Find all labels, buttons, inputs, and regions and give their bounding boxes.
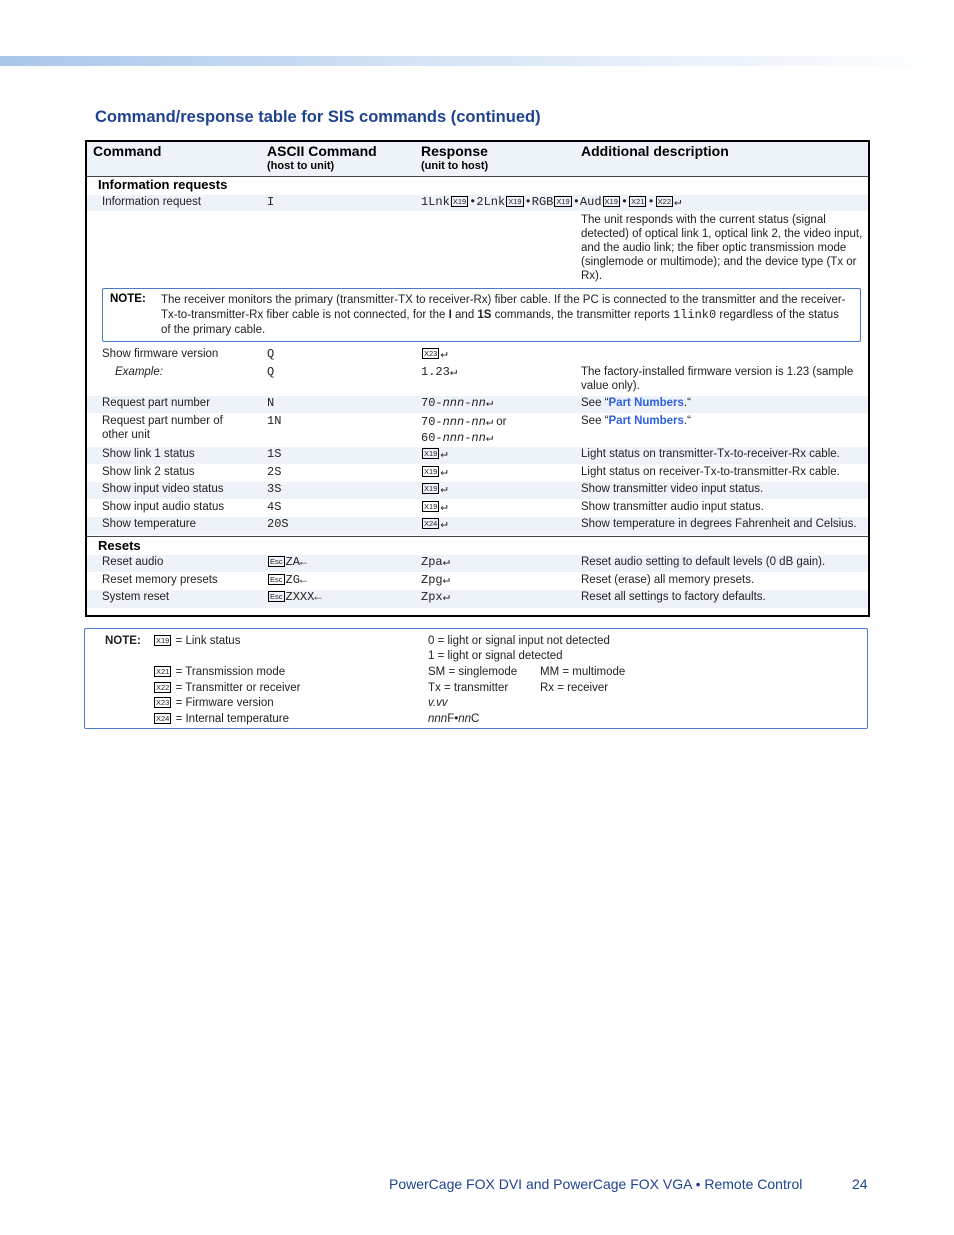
return-icon: ↵ xyxy=(485,415,494,429)
return-icon: ↵ xyxy=(442,555,450,569)
cell-response: Zpg↵ xyxy=(421,573,450,587)
page-title: Command/response table for SIS commands (continued) xyxy=(95,108,541,126)
cell-description: The factory-installed firmware version is 1.23 (sample value only). xyxy=(581,366,854,392)
cell-ascii: 4S xyxy=(267,500,282,514)
return-icon: ↵ xyxy=(440,447,448,461)
legend-value: 0 = light or signal input not detected xyxy=(428,635,610,647)
return-icon: ↵ xyxy=(440,465,448,479)
cell-description: See “Part Numbers.“ xyxy=(581,397,691,409)
return-icon: ↵ xyxy=(440,347,448,361)
cell-command: Show input video status xyxy=(102,483,224,495)
x19-variable-icon: X19 xyxy=(424,467,438,476)
cell-description: Reset (erase) all memory presets. xyxy=(581,574,755,586)
cell-response xyxy=(421,447,581,461)
cell-response xyxy=(421,465,581,479)
return-icon: ↵ xyxy=(674,195,682,209)
cell-ascii: Esc ZA← xyxy=(270,555,308,569)
cell-description: Reset audio setting to default levels (0 dB gain). xyxy=(581,556,826,568)
table-row xyxy=(87,365,868,395)
cell-ascii: 20S xyxy=(267,517,289,531)
header-response-sub: (unit to host) xyxy=(421,160,489,172)
legend-item: X21 = Transmission mode xyxy=(156,666,286,678)
x19-variable-icon: X19 xyxy=(452,197,467,206)
cell-description: See “Part Numbers.“ xyxy=(581,415,691,427)
section-resets: Resets xyxy=(98,538,141,553)
x23-variable-icon: X23 xyxy=(424,349,438,358)
table-row xyxy=(87,396,868,413)
esc-key-icon: Esc xyxy=(270,592,283,601)
cell-response xyxy=(421,347,581,361)
table-row xyxy=(87,482,868,499)
header-ascii xyxy=(267,143,377,172)
cell-ascii: Q xyxy=(267,365,275,379)
note-label: NOTE: xyxy=(110,293,146,305)
return-icon: ↵ xyxy=(440,482,448,496)
cell-response xyxy=(421,482,581,496)
return-icon: ↵ xyxy=(440,500,448,514)
table-row xyxy=(87,414,868,446)
cell-command: Reset audio xyxy=(102,556,164,568)
cell-response: 70-nnn-nn↵ or 60-nnn-nn↵ xyxy=(421,415,507,445)
legend-value: MM = multimode xyxy=(540,666,626,678)
legend-value: Tx = transmitter xyxy=(428,682,509,694)
x21-variable-icon: X21 xyxy=(156,667,170,676)
page-number: 24 xyxy=(852,1176,868,1192)
note-text: The receiver monitors the primary (transmitter-TX to receiver-Rx) fiber cable. If the PC is connected to the transmitter and the receiver-Tx-to-transmitter-Rx fiber cable is not connected, for the I and 1S commands, the transmitter reports 1link0 regardless of the status of the primary cable. xyxy=(161,294,846,336)
cell-response: 1Lnk X19 •2Lnk X19 •RGB X19 •Aud X19 • X21 • X22 ↵ xyxy=(421,195,682,209)
header-additional: Additional description xyxy=(581,143,729,159)
cell-description: Light status on receiver-Tx-to-transmitter-Rx cable. xyxy=(581,466,840,478)
table-row xyxy=(87,195,868,211)
cell-ascii: 3S xyxy=(267,482,282,496)
footer-title: PowerCage FOX DVI and PowerCage FOX VGA • Remote Control xyxy=(389,1176,803,1192)
part-numbers-link[interactable]: Part Numbers xyxy=(608,415,684,427)
return-icon: ↵ xyxy=(485,396,494,410)
legend-item: X22 = Transmitter or receiver xyxy=(156,682,301,694)
cell-ascii: I xyxy=(267,195,275,209)
legend-value: Rx = receiver xyxy=(540,682,609,694)
cell-command: Request part number xyxy=(102,397,211,409)
cell-response xyxy=(421,517,581,531)
x23-variable-icon: X23 xyxy=(156,698,170,707)
legend-value: 1 = light or signal detected xyxy=(428,650,563,662)
cell-response: Zpx↵ xyxy=(421,590,450,604)
legend-value: v.vv xyxy=(428,697,448,709)
cell-response xyxy=(421,500,581,514)
arrow-left-icon: ← xyxy=(314,590,322,604)
legend-item: X19 = Link status xyxy=(156,635,241,647)
table-row xyxy=(87,213,868,285)
sis-command-table xyxy=(85,140,870,617)
legend-item: X24 = Internal temperature xyxy=(156,713,290,725)
x24-variable-icon: X24 xyxy=(424,519,438,528)
header-ascii-label: ASCII Command xyxy=(267,143,377,159)
arrow-left-icon: ← xyxy=(299,555,308,569)
cell-ascii: 1N xyxy=(267,414,282,428)
cell-command: System reset xyxy=(102,591,170,603)
cell-description: Reset all settings to factory defaults. xyxy=(581,591,766,603)
table-row xyxy=(87,347,868,363)
table-row xyxy=(87,447,868,464)
table-row xyxy=(87,590,868,608)
note-variables-legend xyxy=(84,628,868,729)
legend-value: nnnF•nnC xyxy=(428,713,480,725)
part-numbers-link[interactable]: Part Numbers xyxy=(608,397,684,409)
x19-variable-icon: X19 xyxy=(156,636,170,645)
esc-key-icon: Esc xyxy=(270,575,283,584)
return-icon: ↵ xyxy=(449,365,458,379)
cell-ascii: Esc ZXXX← xyxy=(270,590,322,604)
section-information-requests: Information requests xyxy=(98,177,228,192)
return-icon: ↵ xyxy=(442,573,450,587)
section-divider xyxy=(87,536,868,537)
esc-key-icon: Esc xyxy=(270,557,283,566)
header-ascii-sub: (host to unit) xyxy=(267,160,335,172)
legend-item: X23 = Firmware version xyxy=(156,697,274,709)
cell-command: Show temperature xyxy=(102,518,196,530)
cell-description: Show transmitter audio input status. xyxy=(581,501,764,513)
cell-description: Show temperature in degrees Fahrenheit and Celsius. xyxy=(581,518,857,530)
cell-ascii: 2S xyxy=(267,465,282,479)
x21-variable-icon: X21 xyxy=(631,197,645,206)
cell-response: 1.23↵ xyxy=(421,365,458,379)
cell-command: Show link 1 status xyxy=(102,448,195,460)
x19-variable-icon: X19 xyxy=(604,197,618,206)
cell-description: Light status on transmitter-Tx-to-receiver-Rx cable. xyxy=(581,448,840,460)
x24-variable-icon: X24 xyxy=(156,714,170,723)
table-row xyxy=(87,555,868,572)
x19-variable-icon: X19 xyxy=(508,197,522,206)
cell-command: Request part number of other unit xyxy=(102,415,223,441)
cell-ascii: 1S xyxy=(267,447,282,461)
x19-variable-icon: X19 xyxy=(424,449,438,458)
cell-ascii: N xyxy=(267,396,275,410)
cell-command: Reset memory presets xyxy=(102,574,218,586)
x19-variable-icon: X19 xyxy=(424,502,438,511)
note-label: NOTE: xyxy=(105,635,141,647)
top-gradient-bar xyxy=(0,56,954,66)
table-row xyxy=(87,465,868,482)
x22-variable-icon: X22 xyxy=(156,683,170,692)
cell-ascii: Esc ZG← xyxy=(270,573,308,587)
table-row xyxy=(87,573,868,590)
cell-ascii: Q xyxy=(267,347,275,361)
header-command: Command xyxy=(93,143,162,159)
header-response xyxy=(421,143,488,172)
x22-variable-icon: X22 xyxy=(657,197,672,206)
return-icon: ↵ xyxy=(442,590,450,604)
return-icon: ↵ xyxy=(440,517,448,531)
table-row xyxy=(87,517,868,535)
cell-command: Show input audio status xyxy=(102,501,225,513)
cell-response: Zpa↵ xyxy=(421,555,450,569)
legend-value: SM = singlemode xyxy=(428,666,518,678)
cell-description: Show transmitter video input status. xyxy=(581,483,764,495)
cell-example-label: Example: xyxy=(115,366,163,378)
cell-command: Information request xyxy=(102,196,202,208)
table-row xyxy=(87,500,868,517)
table-header xyxy=(87,142,868,177)
note-primary-cable xyxy=(102,288,861,342)
x19-variable-icon: X19 xyxy=(556,197,570,206)
cell-response: 70-nnn-nn↵ xyxy=(421,396,494,410)
cell-command: Show link 2 status xyxy=(102,466,195,478)
arrow-left-icon: ← xyxy=(299,573,308,587)
header-response-label: Response xyxy=(421,143,488,159)
cell-description: The unit responds with the current status (signal detected) of optical link 1, optical link 2, the video input, and the audio link; the fiber optic transmission mode (singlemode or multimode); and the device type (Tx or Rx). xyxy=(581,214,863,282)
x19-variable-icon: X19 xyxy=(424,484,438,493)
return-icon: ↵ xyxy=(485,431,494,445)
cell-command: Show firmware version xyxy=(102,348,219,360)
